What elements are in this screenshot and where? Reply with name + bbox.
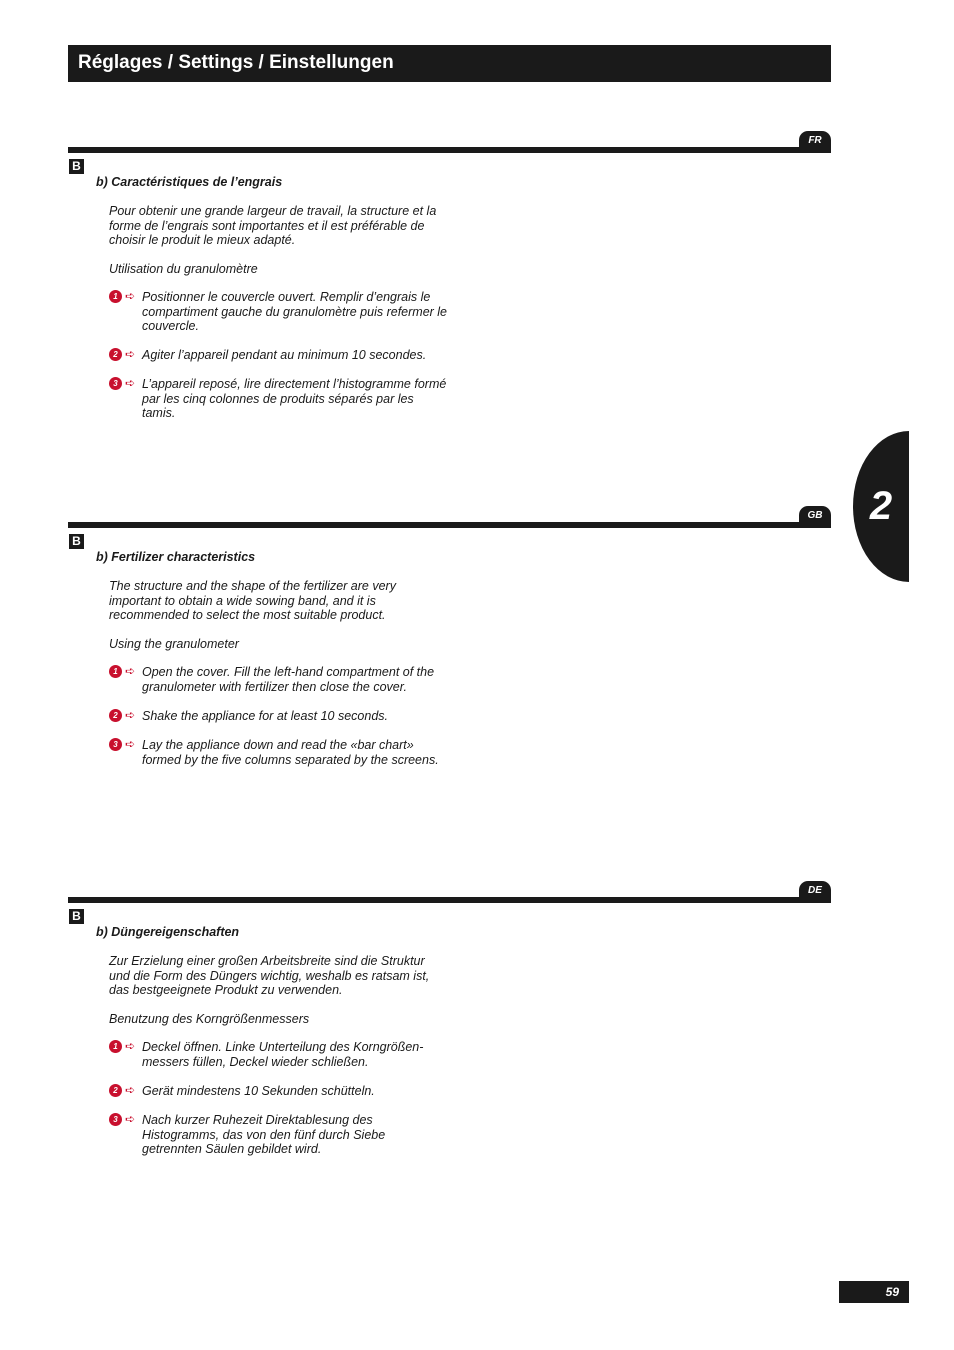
step-text: Deckel öffnen. Linke Unterteilung des Korngrößen-messers füllen, Deckel wieder schließen.: [142, 1040, 424, 1069]
language-tab: DE: [799, 881, 831, 900]
step-text: Agiter l’appareil pendant au minimum 10 secondes.: [142, 348, 427, 362]
arrow-right-icon: ➪: [125, 664, 136, 678]
section-intro: Pour obtenir une grande largeur de travail, la structure et la forme de l’engrais sont importantes et il est préférable de choisir le produit le mieux adapté.: [109, 204, 437, 247]
section-subtitle: Using the granulometer: [109, 637, 239, 651]
section-rule: [68, 897, 831, 903]
arrow-right-icon: ➪: [125, 1112, 136, 1126]
step-number-badge: 1: [109, 665, 122, 678]
section-fr: [0, 131, 954, 431]
step-number-badge: 2: [109, 348, 122, 361]
section-title: b) Fertilizer characteristics: [96, 550, 256, 564]
chapter-number: 2: [869, 484, 893, 528]
step-text: Positionner le couvercle ouvert. Remplir d’engrais le compartiment gauche du granulomètre puis refermer le couvercle.: [142, 290, 448, 333]
arrow-right-icon: ➪: [125, 376, 136, 390]
step-number-badge: 2: [109, 709, 122, 722]
step-text: Nach kurzer Ruhezeit Direktablesung des Histogramms, das von den fünf durch Siebe getrennten Säulen gebildet wird.: [142, 1113, 386, 1156]
section-subtitle: Benutzung des Korngrößenmessers: [109, 1012, 310, 1026]
step-text: Lay the appliance down and read the «bar chart» formed by the five columns separated by the screens.: [142, 738, 439, 767]
page-header-bar: [68, 45, 831, 82]
section-title: b) Caractéristiques de l’engrais: [96, 175, 283, 189]
section-subtitle: Utilisation du granulomètre: [109, 262, 258, 276]
section-title: b) Düngereigenschaften: [96, 925, 240, 939]
arrow-right-icon: ➪: [125, 1039, 136, 1053]
page-number-box: [839, 1281, 909, 1303]
page-header-title: Réglages / Settings / Einstellungen: [78, 52, 394, 73]
section-marker: B: [69, 909, 84, 924]
step-text: Shake the appliance for at least 10 seconds.: [142, 709, 388, 723]
step-number-badge: 3: [109, 1113, 122, 1126]
step-number-badge: 2: [109, 1084, 122, 1097]
step-text: Gerät mindestens 10 Sekunden schütteln.: [142, 1084, 375, 1098]
section-marker: B: [69, 159, 84, 174]
language-tab: FR: [799, 131, 831, 150]
section-intro: Zur Erzielung einer großen Arbeitsbreite sind die Struktur und die Form des Düngers wichtig, weshalb es ratsam ist, das bestgeeignete Produkt zu verwenden.: [109, 954, 430, 997]
section-marker: B: [69, 534, 84, 549]
step-number-badge: 1: [109, 290, 122, 303]
language-tab: GB: [799, 506, 831, 525]
arrow-right-icon: ➪: [125, 708, 136, 722]
page-number: 59: [885, 1285, 899, 1299]
step-text: L’appareil reposé, lire directement l’histogramme formé par les cinq colonnes de produits séparés par les tamis.: [142, 377, 447, 420]
section-de: [0, 881, 954, 1181]
chapter-tab: [853, 431, 909, 582]
arrow-right-icon: ➪: [125, 289, 136, 303]
section-gb: [0, 506, 954, 806]
section-rule: [68, 522, 831, 528]
section-intro: The structure and the shape of the fertilizer are very important to obtain a wide sowing band, and it is recommended to select the most suitable product.: [109, 579, 396, 622]
arrow-right-icon: ➪: [125, 737, 136, 751]
arrow-right-icon: ➪: [125, 1083, 136, 1097]
section-rule: [68, 147, 831, 153]
step-number-badge: 3: [109, 738, 122, 751]
step-number-badge: 3: [109, 377, 122, 390]
arrow-right-icon: ➪: [125, 347, 136, 361]
step-number-badge: 1: [109, 1040, 122, 1053]
step-text: Open the cover. Fill the left-hand compartment of the granulometer with fertilizer then close the cover.: [142, 665, 435, 694]
